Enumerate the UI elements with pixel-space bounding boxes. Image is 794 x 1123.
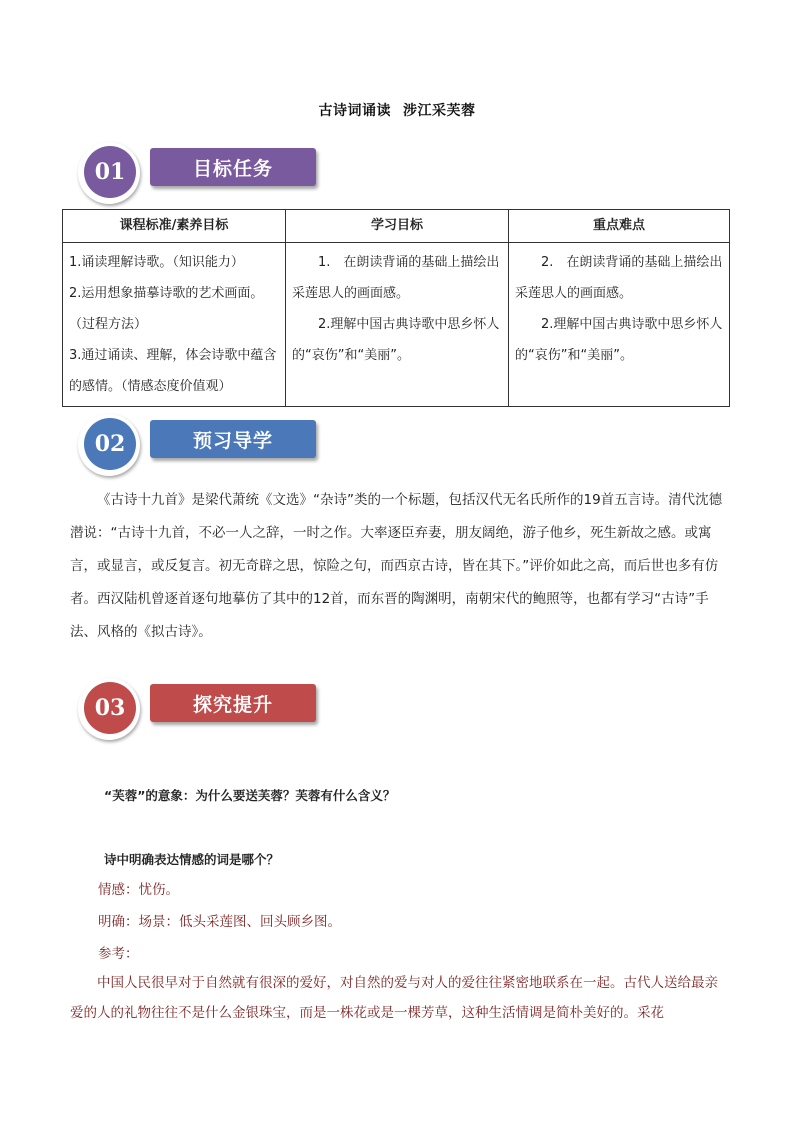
section-label: 探究提升: [150, 684, 316, 722]
section-label: 预习导学: [150, 420, 316, 458]
section-label: 目标任务: [150, 148, 316, 186]
section-number: 01: [84, 146, 136, 198]
section-number: 03: [84, 682, 136, 734]
objective-item: 1. 在朗读背诵的基础上描绘出采莲思人的画面感。: [292, 255, 500, 301]
keypoint-item: 2.理解中国古典诗歌中思乡怀人的“哀伤”和“美丽”。: [515, 317, 723, 363]
reference-paragraph: 中国人民很早对于自然就有很深的爱好，对自然的爱与对人的爱往往紧密地联系在一起。古代人送给最亲爱的人的礼物往往不是什么金银珠宝，而是一株花或是一棵芳草，这种生活情调是简朴美好的。采花: [70, 975, 718, 1021]
section-number: 02: [84, 418, 136, 470]
standard-item: 3.通过诵读、理解，体会诗歌中蕴含的感情。（情感态度价值观）: [69, 348, 277, 394]
section-number-badge: [78, 414, 140, 476]
answer-emotion: 情感：忧伤。: [98, 882, 179, 898]
section-header-goals: [78, 142, 338, 202]
table-header-standard: 课程标准/素养目标: [63, 210, 286, 243]
objective-item: 2.理解中国古典诗歌中思乡怀人的“哀伤”和“美丽”。: [292, 317, 500, 363]
table-cell-objective: [286, 243, 509, 407]
section-number-badge: [78, 678, 140, 740]
question-emotion-word: 诗中明确表达情感的词是哪个？: [104, 852, 280, 867]
table-header-row: [63, 210, 730, 243]
keypoint-item: 2. 在朗读背诵的基础上描绘出采莲思人的画面感。: [515, 255, 723, 301]
question-lotus-imagery: “芙蓉”的意象：为什么要送芙蓉？芙蓉有什么含义？: [104, 788, 396, 803]
title-part-2: 涉江采芙蓉: [403, 103, 476, 119]
table-row: [63, 243, 730, 407]
answer-clarify: 明确：场景：低头采莲图、回头顾乡图。: [98, 914, 341, 930]
goals-table: [62, 209, 730, 407]
table-header-objective: 学习目标: [286, 210, 509, 243]
section-number-badge: [78, 142, 140, 204]
table-header-keypoints: 重点难点: [509, 210, 730, 243]
table-cell-keypoints: [509, 243, 730, 407]
standard-item: 1.诵读理解诗歌。（知识能力）: [69, 255, 244, 270]
section-header-explore: [78, 678, 338, 738]
standard-item: 2.运用想象描摹诗歌的艺术画面。（过程方法）: [69, 286, 264, 332]
section-header-preview: [78, 414, 338, 474]
preview-paragraph: 《古诗十九首》是梁代萧统《文选》“杂诗”类的一个标题，包括汉代无名氏所作的19首五言诗。清代沈德潜说：“古诗十九首，不必一人之辞，一时之作。大率逐臣弃妻，朋友阔绝，游子他乡，死生新故之感。或寓言，或显言，或反复言。初无奇辟之思，惊险之句，而西京古诗，皆在其下。”评价如此之高，而后世也多有仿者。西汉陆机曾逐首逐句地摹仿了其中的12首，而东晋的陶渊明，南朝宋代的鲍照等，也都有学习“古诗”手法、风格的《拟古诗》。: [70, 492, 723, 640]
page-title: [0, 100, 794, 120]
table-cell-standard: [63, 243, 286, 407]
title-part-1: 古诗词诵读: [318, 103, 391, 119]
reference-label: 参考：: [98, 946, 139, 962]
